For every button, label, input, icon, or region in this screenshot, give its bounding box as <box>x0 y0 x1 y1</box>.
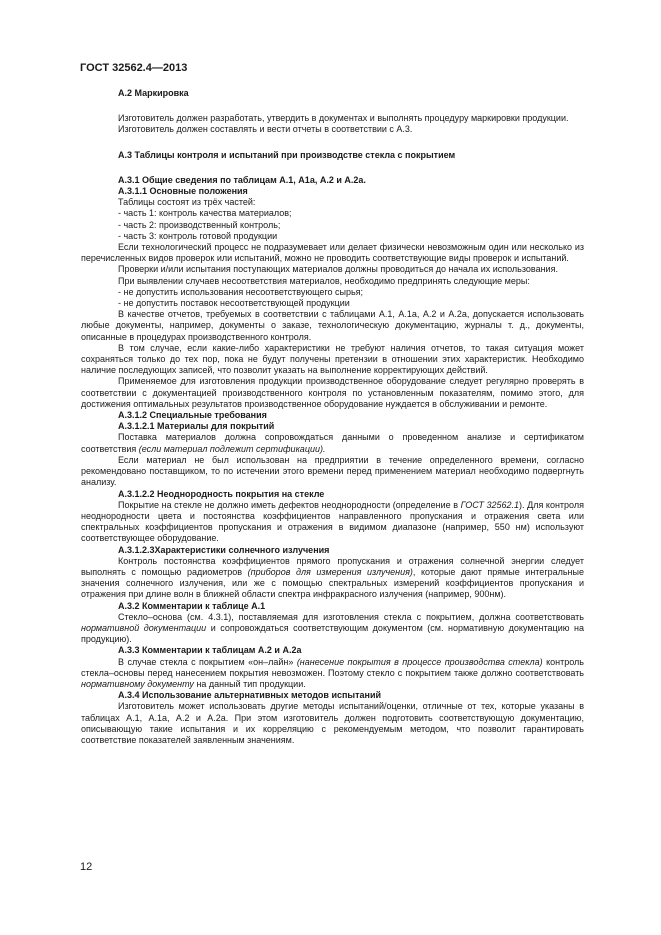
list-item: - часть 1: контроль качества материалов; <box>118 208 292 219</box>
section-a2-paragraph-1: Изготовитель должен разработать, утвердить в документах и выполнять процедуру маркировки продукции. <box>118 113 569 124</box>
paragraph-unused-material: Если материал не был использован на предприятии в течение определенного времени, согласно рекомендовано поставщиком, то по истечении этого времени перед применением материал необходимо подвергнуть анализу. <box>81 454 584 488</box>
paragraph-a32-text-a: Стекло–основа (см. 4.3.1), поставляемая для изготовления стекла с покрытием, должна соответствовать <box>118 611 584 622</box>
paragraph-process: Если технологический процесс не подразумевает или делает физически невозможным один или несколько из перечисленных видов проверок или испытаний, можно не проводить соответствующие виды проверок и испытаний. <box>81 242 584 264</box>
paragraph-a33-italic-2: нормативному документу <box>81 678 194 689</box>
list-item: - не допустить поставок несоответствующей продукции <box>118 298 350 309</box>
paragraph-a33-italic: (нанесение покрытия в процессе производства стекла) <box>296 656 543 667</box>
paragraph-a34: Изготовитель может использовать другие методы испытаний/оценки, отличные от тех, которые указаны в таблицах А.1, А.1а, А.2 и А.2а. При этом изготовитель должен подготовить соответствующую документацию, описывающую такие испытания и их корреляцию с рекомендуемым методом, что позволит гарантировать соответствие показателей заявленным значениям. <box>81 701 584 745</box>
section-a32-title: А.3.2 Комментарии к таблице А.1 <box>118 600 266 611</box>
paragraph-equipment: Применяемое для изготовления продукции производственное оборудование следует регулярно проверять в соответствии с документацией производственного контроля по установленным показателям, помимо этого, для достижения оптимальных результатов производственное оборудование нуждается в обслуживании и ремонте. <box>81 376 584 409</box>
paragraph-a33-text-c: на данный тип продукции. <box>196 678 306 689</box>
paragraph-a33-text-b: контроль стекла–основы перед нанесением покрытия невозможен. Поэтому стекло с покрытием также должно соответствовать <box>81 656 584 678</box>
paragraph-checks: Проверки и/или испытания поступающих материалов должны проводиться до начала их использования. <box>118 264 558 275</box>
paragraph-defects-text-a: Покрытие на стекле не должно иметь дефектов неоднородности (определение в <box>118 499 459 510</box>
paragraph-a33-text-a: В случае стекла с покрытием «он–лайн» <box>118 656 294 667</box>
paragraph-nonconformity: При выявлении случаев несоответствия материалов, необходимо предпринять следующие меры: <box>118 275 530 286</box>
paragraph-a32 <box>81 612 584 646</box>
section-a2-paragraph-2: Изготовитель должен составлять и вести отчеты в соответствии с А.3. <box>118 124 413 135</box>
list-intro: Таблицы состоят из трёх частей: <box>118 197 256 208</box>
section-a312-title: А.3.1.2 Специальные требования <box>118 410 267 421</box>
section-a3121-title: А.3.1.2.1 Материалы для покрытий <box>118 421 275 432</box>
paragraph-supply-text: Поставка материалов должна сопровождаться данными о проведенном анализе и сертификатом соответствия <box>81 432 584 454</box>
paragraph-a32-text-b: и сопровождаться соответствующим документом (см. нормативную документацию на продукцию). <box>81 622 584 645</box>
paragraph-a33 <box>81 657 584 691</box>
paragraph-solar-text-b: , которые дают прямые интегральные значения солнечного излучения, или же с помощью спектральных измерений коэффициентов пропускания и отражения при длине волн в ближней области спектра инфракрасного излучения (например, 900нм). <box>81 566 584 600</box>
paragraph-defects <box>81 500 584 545</box>
paragraph-reports: В качестве отчетов, требуемых в соответствии с таблицами А.1, А.1а, А.2 и А.2а, допускается использовать любые документы, например, документы о заказе, технологическую документацию, журналы т. д., документы, описанные в процедурах производственного контроля. <box>81 309 584 342</box>
paragraph-solar <box>81 556 584 601</box>
paragraph-supply-italic: (если материал подлежит сертификации). <box>138 443 326 454</box>
section-a311-title: А.3.1.1 Основные положения <box>118 186 248 197</box>
section-a33-title: А.3.3 Комментарии к таблицам А.2 и А.2а <box>118 645 302 656</box>
paragraph-supply <box>81 432 584 454</box>
section-a3-title: А.3 Таблицы контроля и испытаний при производстве стекла с покрытием <box>118 149 456 160</box>
list-item: - часть 2: производственный контроль; <box>118 219 281 230</box>
paragraph-solar-italic: (приборов для измерения излучения) <box>247 566 413 577</box>
paragraph-a32-italic: нормативной документации <box>81 622 207 633</box>
paragraph-solar-text-a: Контроль постоянства коэффициентов прямого пропускания и отражения солнечной энергии следует выполнять с помощью радиометров <box>81 555 584 577</box>
section-a3122-title: А.3.1.2.2 Неоднородность покрытия на стекле <box>118 488 325 499</box>
list-item: - часть 3: контроль готовой продукции <box>118 230 278 241</box>
page-number: 12 <box>80 861 93 873</box>
paragraph-defects-text-b: ). Для контроля неоднородности цвета и постоянства коэффициентов направленного пропускания и отражения света или спектральных коэффициентов пропускания и отражения в видимом диапазоне (например, 550 нм) используют соответствующее оборудование. <box>81 499 584 544</box>
document-header-title: ГОСТ 32562.4—2013 <box>80 62 188 74</box>
section-a34-title: А.3.4 Использование альтернативных методов испытаний <box>118 690 382 701</box>
section-a3123-title: А.3.1.2.3Характеристики солнечного излучения <box>118 544 330 555</box>
document-body <box>81 84 584 746</box>
gost-reference: ГОСТ 32562.1 <box>460 499 520 510</box>
paragraph-no-reports: В том случае, если какие-либо характеристики не требуют наличия отчетов, то такая ситуация может сохраняться только до тех пор, пока не будут получены претензии в отношении этих характеристик. Необходимо наличие последующих записей, что позволит указать на выполнение корректирующих действий. <box>81 342 584 376</box>
list-item: - не допустить использования несоответствующего сырья; <box>118 286 364 297</box>
section-a31-title: А.3.1 Общие сведения по таблицам А.1, А1а, А.2 и А.2а. <box>118 174 366 185</box>
section-a2-title: А.2 Маркировка <box>118 88 189 98</box>
